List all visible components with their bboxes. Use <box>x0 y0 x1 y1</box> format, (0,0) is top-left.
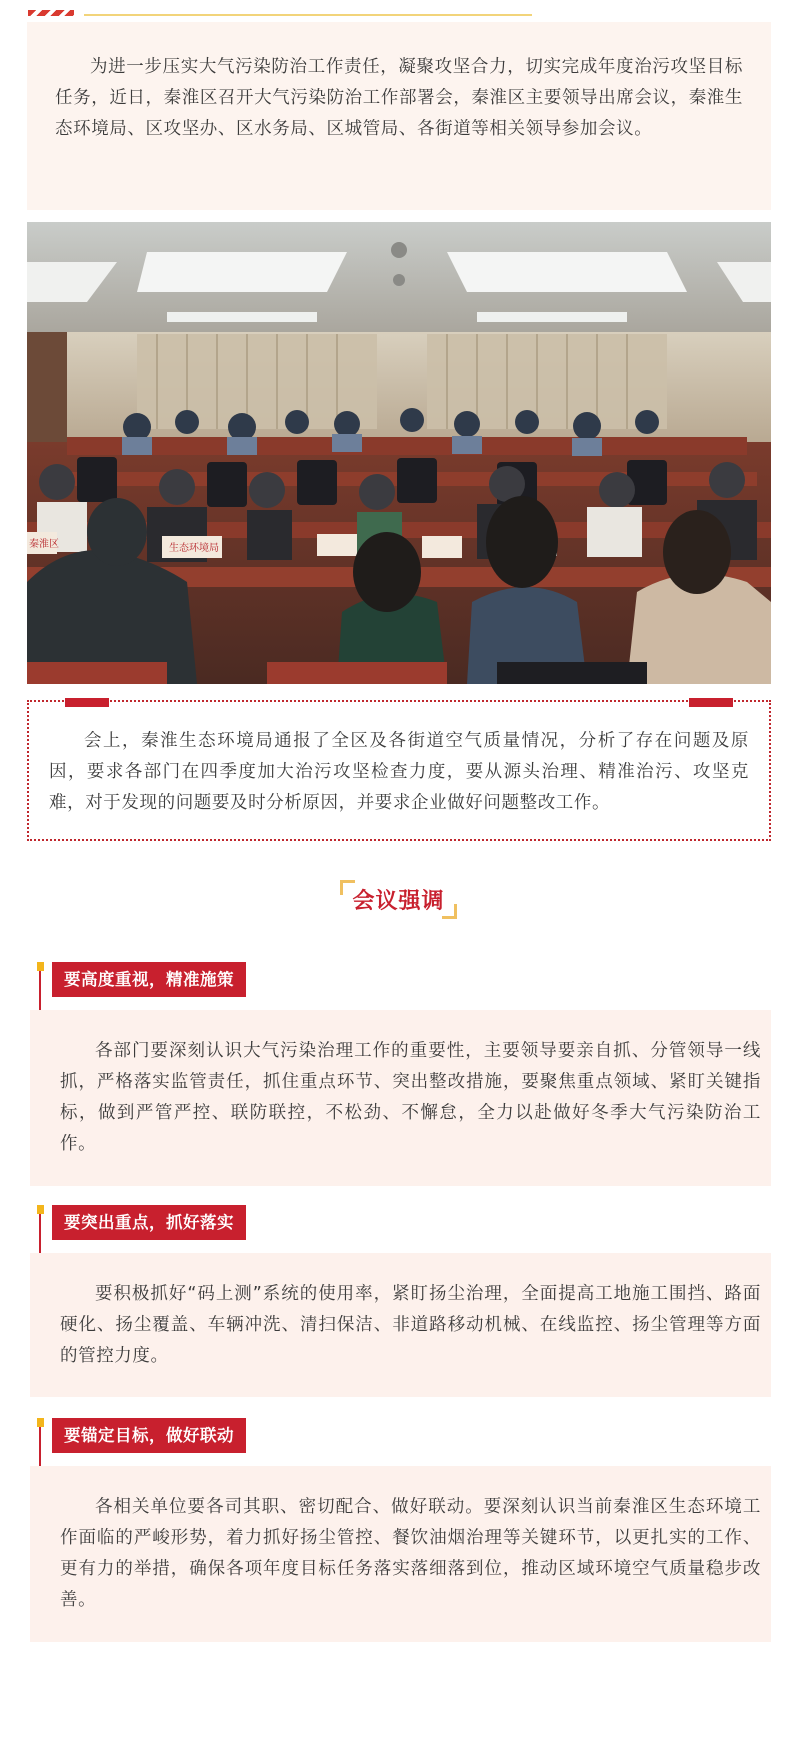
point-text: 各部门要深刻认识大气污染治理工作的重要性，主要领导要亲自抓、分管领导一线抓，严格落实监管责任，抓住重点环节、突出整改措施，要聚焦重点领域、紧盯关键指标，做到严管严控、联防联控，不松劲、不懈怠，全力以赴做好冬季大气污染防治工作。 <box>60 1041 761 1154</box>
section-heading-frame <box>340 880 456 919</box>
point-marker <box>37 1418 44 1427</box>
point-content <box>30 1010 771 1186</box>
stripe-ornament <box>28 10 74 16</box>
intro-paragraph: 为进一步压实大气污染防治工作责任，凝聚攻坚合力，切实完成年度治污攻坚目标任务，近日，秦淮区召开大气污染防治工作部署会，秦淮区主要领导出席会议，秦淮生态环境局、区攻坚办、区水务局、区城管局、各街道等相关领导参加会议。 <box>55 57 743 139</box>
box-tab-left <box>65 698 109 707</box>
point-title: 要高度重视，精准施策 <box>52 962 246 997</box>
section-heading <box>0 880 797 919</box>
point-text: 要积极抓好“码上测”系统的使用率，紧盯扬尘治理，全面提高工地施工围挡、路面硬化、扬尘覆盖、车辆冲洗、清扫保洁、非道路移动机械、在线监控、扬尘管理等方面的管控力度。 <box>60 1284 761 1366</box>
top-decoration <box>0 0 797 20</box>
box-tab-right <box>689 698 733 707</box>
intro-box <box>27 22 771 210</box>
meeting-photo-image <box>27 222 771 684</box>
divider-line <box>84 14 532 16</box>
desk-sign-1: 秦淮区 <box>29 539 59 550</box>
point-title: 要锚定目标，做好联动 <box>52 1418 246 1453</box>
corner-ornament-top-left <box>340 880 355 895</box>
point-content <box>30 1466 771 1642</box>
point-marker <box>37 1205 44 1214</box>
summary-paragraph: 会上，秦淮生态环境局通报了全区及各街道空气质量情况，分析了存在问题及原因，要求各部门在四季度加大治污攻坚检查力度，要从源头治理、精准治污、攻坚克难，对于发现的问题要及时分析原因，并要求企业做好问题整改工作。 <box>49 731 749 813</box>
point-item <box>27 1205 771 1397</box>
point-content <box>30 1253 771 1397</box>
point-item <box>27 962 771 1186</box>
meeting-photo <box>27 222 771 684</box>
summary-box <box>27 700 771 841</box>
desk-sign-2: 生态环境局 <box>169 543 219 554</box>
corner-ornament-bottom-right <box>442 904 457 919</box>
point-item <box>27 1418 771 1642</box>
point-text: 各相关单位要各司其职、密切配合、做好联动。要深刻认识当前秦淮区生态环境工作面临的严峻形势，着力抓好扬尘管控、餐饮油烟治理等关键环节，以更扎实的工作、更有力的举措，确保各项年度目标任务落实落细落到位，推动区域环境空气质量稳步改善。 <box>60 1497 761 1610</box>
point-marker <box>37 962 44 971</box>
point-title: 要突出重点，抓好落实 <box>52 1205 246 1240</box>
section-title: 会议强调 <box>352 889 445 914</box>
